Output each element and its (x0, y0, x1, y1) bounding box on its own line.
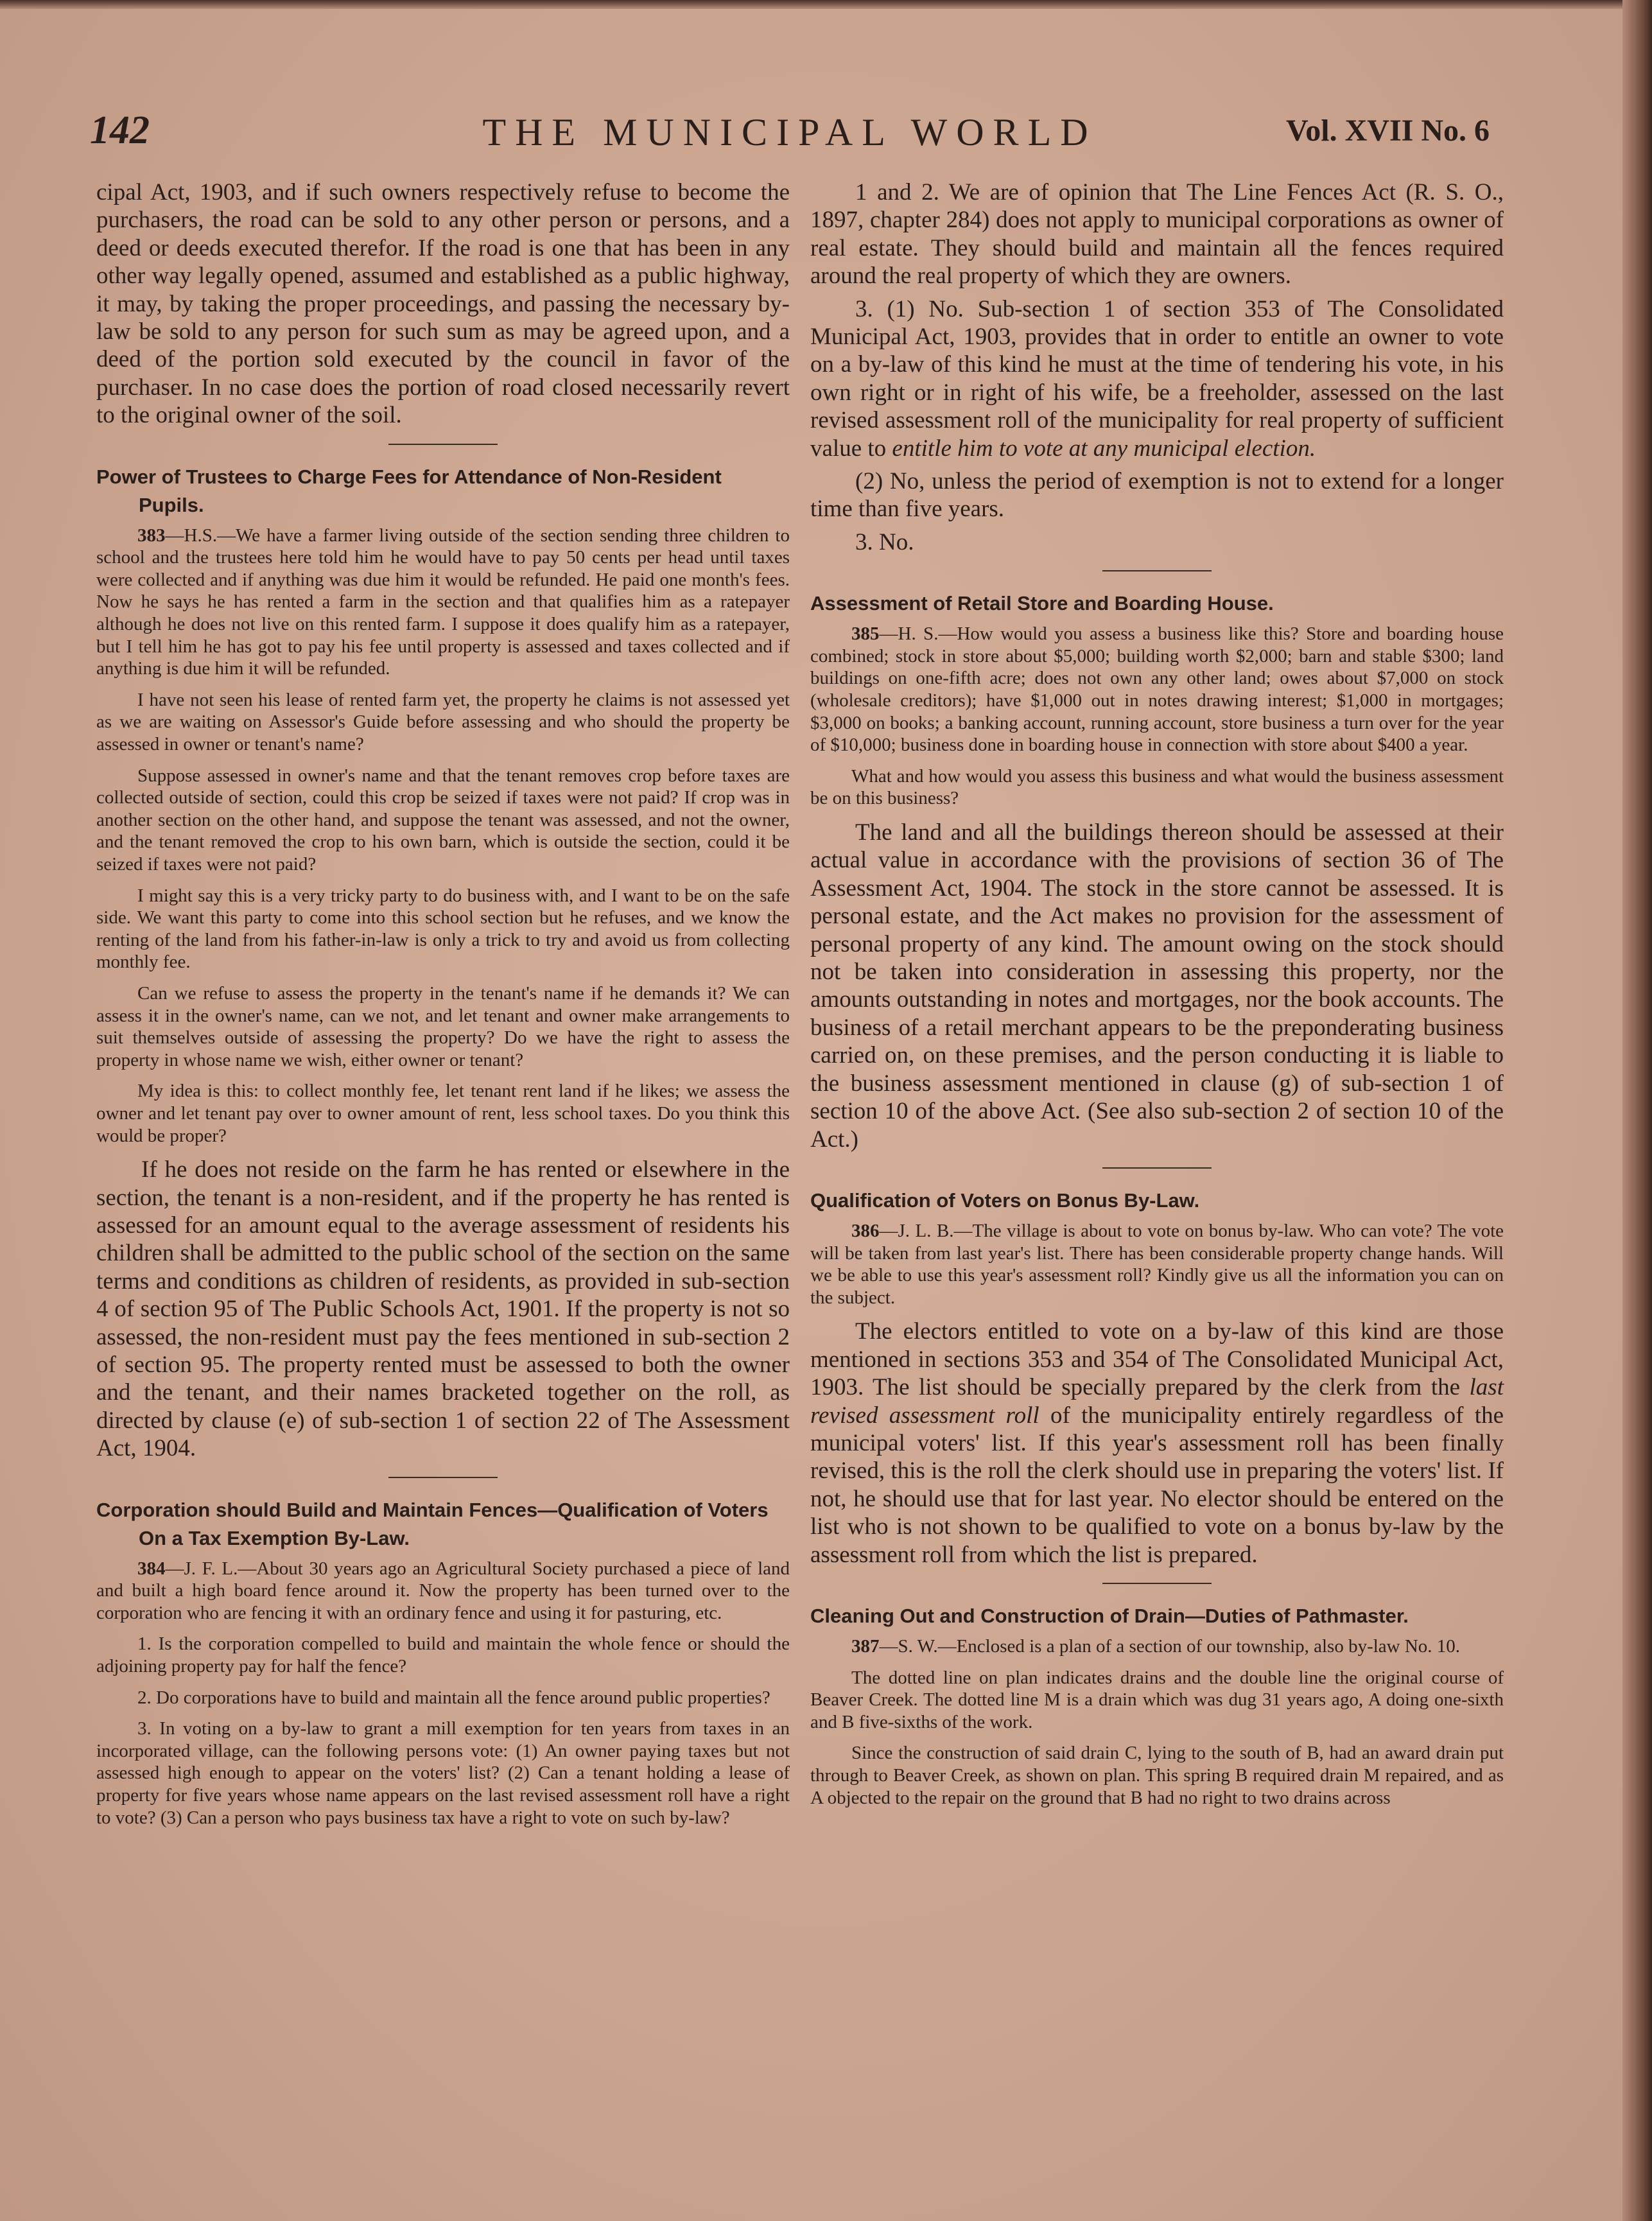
query-author: —H. S.— (879, 623, 957, 645)
query-paragraph: 2. Do corporations have to build and maintain all the fence around public properties? (137, 1687, 770, 1708)
publication-title: THE MUNICIPAL WORLD (482, 111, 1097, 153)
volume-number: Vol. XVII No. 6 (1286, 114, 1490, 148)
section-divider (388, 1477, 498, 1478)
section-heading-383: Power of Trustees to Charge Fees for Attendance of Non-Resident Pupils. (96, 465, 722, 516)
query-author: —J. F. L.— (165, 1558, 257, 1579)
query-author: —S. W.— (879, 1635, 957, 1657)
section-heading-385: Assessment of Retail Store and Boarding House. (810, 592, 1274, 615)
query-paragraph: Since the construction of said drain C, lying to the south of B, had an award drain put through to Beaver Creek, as shown on plan. This spring B required drain M repaired, and as A objected to the repair on the ground that B had no right to two drains across (810, 1743, 1504, 1808)
query-number: 384 (137, 1558, 166, 1579)
query-paragraph: 387—S. W.—Enclosed is a plan of a section of our township, also by-law No. 10. (851, 1635, 1461, 1657)
query-number: 386 (851, 1220, 880, 1241)
section-divider (1102, 1167, 1212, 1169)
query-number: 387 (851, 1635, 880, 1657)
answer-paragraph: The electors entitled to vote on a by-law of this kind are those mentioned in sections 353 and 354 of The Consolidated Municipal Act, 1903. The list should be specially prepared by the clerk from the last revised assessment roll of the municipality entirely regardless of the municipal voters' list. If this year's assessment roll has been finally revised, this is the roll the clerk should use in preparing the voters' list. If not, he should use that for last year. No elector should be entered on the list who is not shown to be qualified to vote on a bonus by-law by the assessment roll from which the list is prepared. (810, 1318, 1504, 1568)
answer-paragraph: (2) No, unless the period of exemption is not to extend for a longer time than five years. (810, 468, 1504, 523)
query-paragraph: Can we refuse to assess the property in the tenant's name if he demands it? We can assess it in the owner's name, can we not, and let tenant and owner make arrangements to suit themselves outside of assessing the property? Do we have the right to assess the property in whose name we wish, either owner or tenant? (96, 982, 790, 1070)
query-paragraph: I might say this is a very tricky party to do business with, and I want to be on the safe side. We want this party to come into this school section but he refuses, and we know the renting of the land from his father-in-law is only a trick to try and avoid us from collecting monthly fee. (96, 885, 790, 973)
query-number: 385 (851, 623, 880, 645)
italic-phrase: entitle him to vote at any municipal election. (892, 435, 1316, 462)
italic-phrase: last revised assessment roll (810, 1374, 1504, 1429)
query-paragraph: The dotted line on plan indicates drains and the double line the original course of Beaver Creek. The dotted line M is a drain which was dug 31 years ago, A doing one-sixth and B five-sixths of the work. (810, 1667, 1504, 1732)
answer-paragraph: 3. No. (855, 528, 914, 555)
query-paragraph: I have not seen his lease of rented farm yet, the property he claims is not assessed yet as we are waiting on Assessor's Guide before assessing and who should the property be assessed in owner or tenant's name? (96, 689, 790, 754)
page-header (90, 108, 1490, 159)
query-paragraph: Suppose assessed in owner's name and that the tenant removes crop before taxes are collected outside of section, could this crop be seized if taxes were not paid? If crop was in another section on the other hand, and suppose the tenant was assessed, and not the owner, and the tenant removed the crop to his own barn, which is outside the section, could it be seized if taxes were not paid? (96, 765, 790, 875)
continued-answer: cipal Act, 1903, and if such owners respectively refuse to become the purchasers, the road can be sold to any other person or persons, and a deed or deeds executed therefor. If the road is one that has been in any other way legally opened, assumed and established as a public highway, it may, by taking the proper proceedings, and passing the necessary by-law be sold to any person for such sum as may be agreed upon, and a deed of the portion sold executed by the council in favor of the purchaser. In no case does the portion of road closed necessarily revert to the original owner of the soil. (96, 179, 790, 429)
answer-paragraph: 1 and 2. We are of opinion that The Line Fences Act (R. S. O., 1897, chapter 284) does not apply to municipal corporations as owner of real estate. They should build and maintain all the fences required around the real property of which they are owners. (810, 179, 1504, 290)
query-number: 383 (137, 525, 166, 546)
query-paragraph: 3. In voting on a by-law to grant a mill exemption for ten years from taxes in an incorporated village, can the following persons vote: (1) An owner paying taxes but not assessed high enough to appear on the voters' list? (2) Can a tenant holding a lease of property for five years whose name appears on the last revised assessment roll have a right to vote? (3) Can a person who pays business tax have a right to vote on such by-law? (96, 1718, 790, 1828)
right-column (810, 179, 1504, 1809)
section-divider (1102, 570, 1212, 571)
answer-paragraph: If he does not reside on the farm he has rented or elsewhere in the section, the tenant is a non-resident, and if the property he has rented is assessed for an amount equal to the average assessment of residents his children shall be admitted to the public school of the section on the same terms and conditions as children of residents, as provided in sub-section 4 of section 95 of The Public Schools Act, 1901. If the property is not so assessed, the non-resident must pay the fees mentioned in sub-section 2 of section 95. The property rented must be assessed to both the owner and the tenant, and their names bracketed together on the roll, as directed by clause (e) of sub-section 1 of section 22 of The Assessment Act, 1904. (96, 1156, 790, 1462)
answer-paragraph: The land and all the buildings thereon should be assessed at their actual value in accordance with the provisions of section 36 of The Assessment Act, 1904. The stock in the store cannot be assessed. It is personal estate, and the Act makes no provision for the assessment of personal property of any kind. The amount owing on the stock should not be taken into consideration in assessing this property, nor the amounts outstanding in notes and mortgages, nor the book accounts. The business of a retail merchant appears to be the preponderating business carried on, on these premises, and the person conducting it is liable to the business assessment mentioned in clause (g) of sub-section 1 of section 10 of the above Act. (See also sub-section 2 of section 10 of the Act.) (810, 819, 1504, 1153)
section-heading-386: Qualification of Voters on Bonus By-Law. (810, 1189, 1200, 1212)
query-paragraph: What and how would you assess this business and what would the business assessment be on this business? (810, 765, 1504, 809)
query-paragraph: My idea is this: to collect monthly fee, let tenant rent land if he likes; we assess the owner and let tenant pay over to owner amount of rent, less school taxes. Do you think this would be proper? (96, 1081, 790, 1146)
query-paragraph: 385—H. S.—How would you assess a business like this? Store and boarding house combined; stock in store about $5,000; building worth $2,000; barn and stable $300; land buildings on one-fifth acre; does not own any other land; owes about $7,000 on stock (wholesale creditors); have $1,000 out in notes drawing interest; $1,000 in mortgages; $3,000 on books; a banking account, running account, store business a turn over for the year of $10,000; business done in boarding house in connection with store about $400 a year. (810, 623, 1504, 756)
left-column (96, 179, 790, 1829)
page-number: 142 (90, 109, 150, 152)
binding-spine (1622, 0, 1652, 2221)
section-heading-384: Corporation should Build and Maintain Fences—Qualification of Voters On a Tax Exemption By-Law. (96, 1498, 769, 1549)
query-author: —J. L. B.— (879, 1220, 973, 1241)
query-paragraph: 383—H.S.—We have a farmer living outside of the section sending three children to school and the trustees here told him he would have to pay 50 cents per head until taxes were collected and if anything was due him it would be refunded. He paid one month's fees. Now he says he has rented a farm in the section and that qualifies him as a ratepayer although he does not live on this rented farm. I suppose it does qualify him as a ratepayer, but I tell him he has got to pay his fee until property is assessed and taxes collected and if anything is due him it will be refunded. (96, 525, 790, 679)
query-paragraph: 384—J. F. L.—About 30 years ago an Agricultural Society purchased a piece of land and built a high board fence around it. Now the property has been turned over to the corporation who are fencing it with an ordinary fence and using it for pasturing, etc. (96, 1558, 790, 1623)
answer-paragraph: 3. (1) No. Sub-section 1 of section 353 of The Consolidated Municipal Act, 1903, provides that in order to entitle an owner to vote on a by-law of this kind he must at the time of tendering his vote, in his own right or in right of his wife, be a freeholder, assessed on the last revised assessment roll of the municipality for real property of sufficient value to entitle him to vote at any municipal election. (810, 295, 1504, 462)
page-top-edge (0, 0, 1652, 9)
query-paragraph: 386—J. L. B.—The village is about to vote on bonus by-law. Who can vote? The vote will be taken from last year's list. There has been considerable property change hands. Will we be able to use this year's assessment roll? Kindly give us all the information you can on the subject. (810, 1220, 1504, 1308)
section-heading-387: Cleaning Out and Construction of Drain—Duties of Pathmaster. (810, 1604, 1409, 1627)
section-divider (1102, 1583, 1212, 1584)
section-divider (388, 444, 498, 445)
query-paragraph: 1. Is the corporation compelled to build and maintain the whole fence or should the adjoining property pay for half the fence? (96, 1633, 790, 1677)
query-author: —H.S.— (165, 525, 236, 546)
